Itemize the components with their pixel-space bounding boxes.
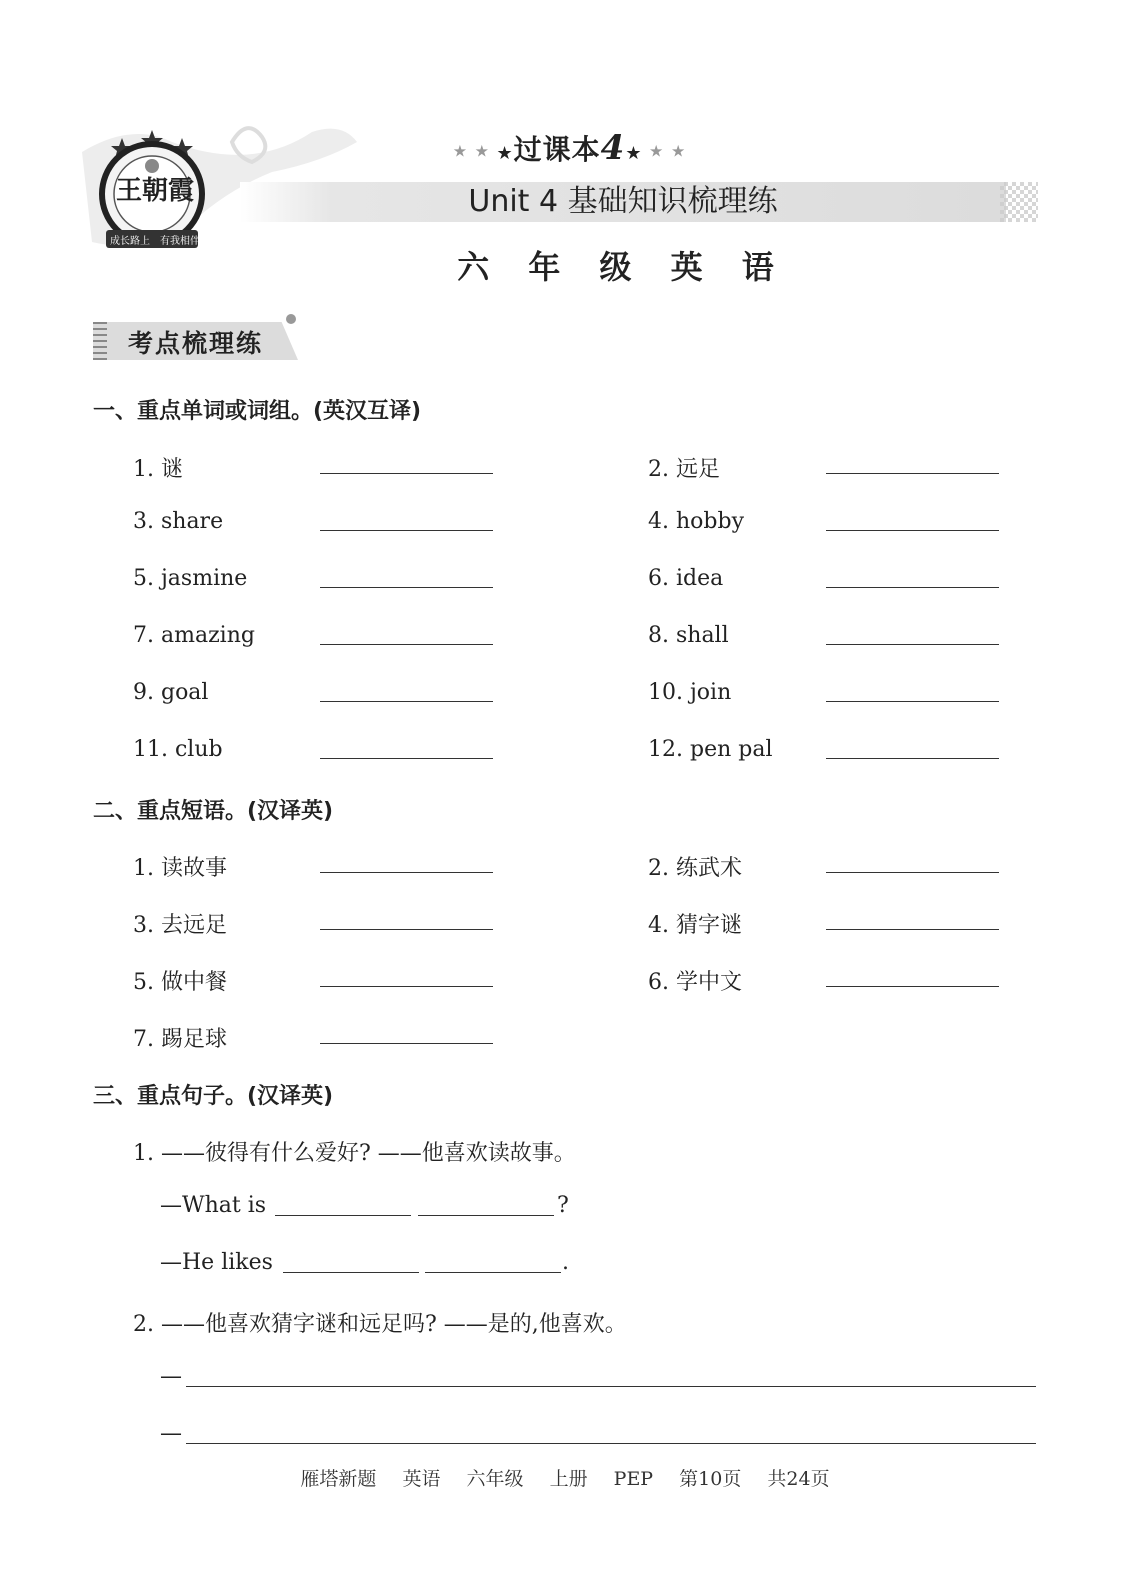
- footer-volume: 上册: [549, 1468, 588, 1490]
- part1-item: 4. hobby: [648, 509, 744, 534]
- series-number: 4: [600, 128, 626, 168]
- part2-heading: 二、重点短语。(汉译英): [93, 799, 334, 824]
- star-icon: ★ ★: [642, 141, 687, 161]
- q2-dash: —: [160, 1421, 182, 1446]
- part1-item: 7. amazing: [133, 623, 255, 648]
- footer-publisher: 雁塔新题: [300, 1468, 377, 1490]
- part1-item: 5. jasmine: [133, 566, 248, 591]
- part2-item: 2. 练武术: [648, 856, 742, 881]
- part2-item: 3. 去远足: [133, 913, 227, 938]
- answer-line[interactable]: [186, 1386, 1036, 1387]
- footer-page: 第10页: [679, 1468, 742, 1490]
- part1-item: 8. shall: [648, 623, 729, 648]
- part1-item: 6. idea: [648, 566, 724, 591]
- part2-item: 4. 猜字谜: [648, 913, 742, 938]
- part2-item: 1. 读故事: [133, 856, 227, 881]
- answer-blank[interactable]: [425, 1272, 561, 1273]
- answer-line[interactable]: [186, 1443, 1036, 1444]
- answer-blank[interactable]: [320, 872, 493, 873]
- part1-item: 10. join: [648, 680, 732, 705]
- answer-blank[interactable]: [320, 473, 493, 474]
- part1-item: 11. club: [133, 737, 223, 762]
- answer-blank[interactable]: [418, 1215, 554, 1216]
- pen-icon: [286, 314, 296, 324]
- series-title: [0, 128, 1139, 168]
- unit-title: Unit 4 基础知识梳理练: [468, 184, 778, 219]
- footer-edition: PEP: [613, 1468, 654, 1490]
- part3-heading: 三、重点句子。(汉译英): [93, 1084, 334, 1109]
- page-footer: [0, 1464, 1130, 1491]
- answer-blank[interactable]: [320, 530, 493, 531]
- q1-line1-suffix: ?: [557, 1193, 569, 1218]
- grade-title: 六 年 级 英 语: [457, 248, 788, 286]
- q1-prompt: 1. ——彼得有什么爱好? ——他喜欢读故事。: [133, 1141, 576, 1166]
- brand-tagline-left: 成长路上: [110, 236, 150, 247]
- answer-blank[interactable]: [320, 587, 493, 588]
- footer-grade: 六年级: [466, 1468, 524, 1490]
- section-tag-stripes: [93, 322, 107, 360]
- q1-line2-prefix: —He likes: [160, 1250, 273, 1275]
- answer-blank[interactable]: [320, 1043, 493, 1044]
- q1-line1-prefix: —What is: [160, 1193, 267, 1218]
- answer-blank[interactable]: [826, 872, 999, 873]
- answer-blank[interactable]: [320, 929, 493, 930]
- answer-blank[interactable]: [320, 644, 493, 645]
- part1-item: 12. pen pal: [648, 737, 773, 762]
- part1-heading: 一、重点单词或词组。(英汉互译): [93, 399, 422, 424]
- answer-blank[interactable]: [320, 701, 493, 702]
- q1-line2-suffix: .: [562, 1250, 569, 1275]
- footer-subject: 英语: [402, 1468, 441, 1490]
- part2-item: 7. 踢足球: [133, 1027, 227, 1052]
- answer-blank[interactable]: [826, 587, 999, 588]
- part1-item: 2. 远足: [648, 457, 720, 482]
- answer-blank[interactable]: [826, 701, 999, 702]
- brand-tagline-right: 有我相伴: [160, 236, 200, 247]
- answer-blank[interactable]: [320, 986, 493, 987]
- q2-dash: —: [160, 1364, 182, 1389]
- answer-blank[interactable]: [320, 758, 493, 759]
- section-tag-label: 考点梳理练: [128, 329, 264, 358]
- brand-logo-text: 王朝霞: [116, 176, 195, 206]
- part2-item: 5. 做中餐: [133, 970, 227, 995]
- answer-blank[interactable]: [826, 986, 999, 987]
- part1-item: 9. goal: [133, 680, 209, 705]
- part1-item: 3. share: [133, 509, 224, 534]
- part1-item: 1. 谜: [133, 457, 183, 482]
- answer-blank[interactable]: [826, 473, 999, 474]
- answer-blank[interactable]: [826, 929, 999, 930]
- answer-blank[interactable]: [826, 644, 999, 645]
- star-icon: ★ ★: [452, 141, 497, 161]
- star-icon: ★: [625, 143, 643, 164]
- answer-blank[interactable]: [275, 1215, 411, 1216]
- part2-item: 6. 学中文: [648, 970, 742, 995]
- answer-blank[interactable]: [826, 758, 999, 759]
- answer-blank[interactable]: [826, 530, 999, 531]
- footer-total: 共24页: [767, 1468, 830, 1490]
- q2-prompt: 2. ——他喜欢猜字谜和远足吗? ——是的,他喜欢。: [133, 1312, 627, 1337]
- series-name: 过课本: [513, 133, 601, 166]
- answer-blank[interactable]: [283, 1272, 419, 1273]
- star-icon: ★: [496, 143, 514, 164]
